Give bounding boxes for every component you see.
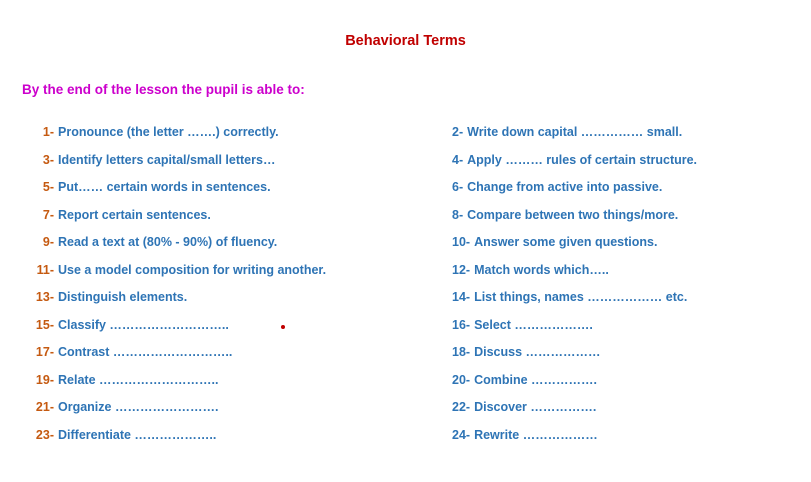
list-item [26,208,326,236]
document-subtitle: By the end of the lesson the pupil is able to: [22,82,305,97]
item-number: 15- [35,317,54,332]
item-text: Pronounce (the letter …….) correctly. [58,125,279,139]
item-number: 18- [452,345,471,359]
item-text: Discover ……………. [474,400,597,414]
item-number: 20- [452,372,471,387]
item-number: 10- [452,235,471,249]
item-text: List things, names ……………… etc. [474,290,688,304]
list-item [452,235,697,263]
item-text: Select ………………. [474,317,593,332]
document-title: Behavioral Terms [345,33,466,49]
item-number: 13- [35,290,54,304]
list-item [26,125,326,153]
item-number: 23- [35,427,54,442]
item-text: Identify letters capital/small letters… [58,152,276,167]
item-text: Differentiate ……………….. [58,427,217,442]
item-number: 5- [42,180,54,194]
item-text: Contrast ……………………….. [58,345,233,359]
item-text: Write down capital …………… small. [467,125,683,139]
left-column-list [26,125,326,455]
item-number: 22- [452,400,471,414]
item-text: Use a model composition for writing another. [58,262,327,277]
item-number: 11- [36,262,54,277]
item-number: 1- [42,125,54,139]
item-text: Relate ……………………….. [58,372,219,387]
item-text: Put…… certain words in sentences. [58,180,271,194]
item-text: Match words which….. [474,262,609,277]
item-number: 7- [42,207,54,222]
list-item [26,345,326,373]
stray-dot-mark [281,325,285,329]
list-item [452,318,697,346]
list-item [26,318,326,346]
item-text: Discuss ……………… [474,345,601,359]
list-item [452,153,697,181]
item-number: 19- [35,372,54,387]
list-item [452,180,697,208]
item-number: 4- [452,152,464,167]
item-number: 21- [35,400,54,414]
list-item [26,235,326,263]
item-text: Report certain sentences. [58,207,211,222]
item-number: 12- [452,262,471,277]
item-number: 3- [42,152,54,167]
list-item [452,125,697,153]
item-text: Compare between two things/more. [467,207,679,222]
list-item [452,290,697,318]
list-item [26,290,326,318]
item-number: 9- [42,235,54,249]
item-text: Read a text at (80% - 90%) of fluency. [58,235,278,249]
item-number: 6- [452,180,464,194]
list-item [452,428,697,456]
item-number: 24- [452,427,471,442]
list-item [452,400,697,428]
list-item [26,180,326,208]
item-text: Combine ……………. [474,372,597,387]
item-number: 14- [452,290,471,304]
list-item [26,373,326,401]
list-item [26,428,326,456]
item-text: Organize ……………………. [58,400,219,414]
item-text: Change from active into passive. [467,180,663,194]
item-text: Rewrite ……………… [474,427,598,442]
list-item [452,263,697,291]
item-text: Answer some given questions. [474,235,658,249]
list-item [26,263,326,291]
item-text: Classify ……………………….. [58,317,229,332]
item-number: 16- [452,317,471,332]
list-item [452,373,697,401]
right-column-list [452,125,697,455]
item-number: 8- [452,207,464,222]
item-text: Apply ……… rules of certain structure. [467,152,698,167]
list-item [452,345,697,373]
list-item [452,208,697,236]
list-item [26,400,326,428]
item-number: 17- [35,345,54,359]
list-item [26,153,326,181]
item-text: Distinguish elements. [58,290,188,304]
item-number: 2- [452,125,464,139]
